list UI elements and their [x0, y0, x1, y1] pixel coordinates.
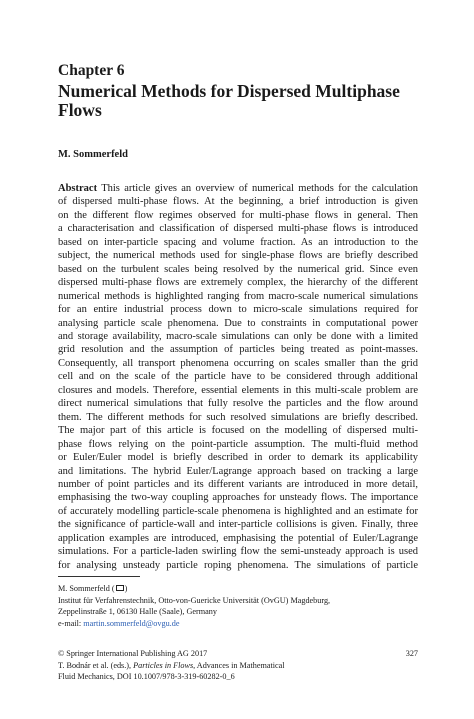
abstract-line [58, 249, 418, 262]
abstract-line-text: cell and on the scale of the particle have to be considered through additional [58, 371, 418, 383]
abstract-line [58, 438, 418, 451]
abstract-line [58, 276, 418, 289]
abstract-line-text: for analysing unsteady particle roping phenomena. The simulations of particle [58, 559, 418, 571]
abstract-line-text: a characterisation and classification of dispersed multi-phase flows is introduced [58, 223, 418, 235]
chapter-title-line1: Numerical Methods for Dispersed Multiphase [58, 81, 400, 101]
footnote-author: M. Sommerfeld [58, 584, 110, 593]
abstract-line-text: on the different flow regimes observed for multi-phase flows in general. Then [58, 209, 418, 221]
abstract-line-text: phase flows relying on the point-particle assumption. The multi-fluid method [58, 438, 418, 450]
abstract-line-text: and storage availability, macro-scale simulations can only be done with a limited [58, 330, 418, 342]
abstract-line-text: and limitations. The hybrid Euler/Lagrange approach based on tracking a large [58, 465, 418, 477]
abstract-line [58, 384, 418, 397]
abstract-line-text: simulations. For a particle-laden swirling flow the semi-unsteady approach is used [58, 546, 418, 558]
email-label: e-mail: [58, 618, 84, 628]
abstract-line [58, 263, 418, 276]
abstract-line-text: Consequently, all transport phenomena occurring on scales smaller than the grid [58, 357, 418, 369]
abstract-line-text: or Euler/Euler model is briefly described in order to demark its applicability [58, 452, 418, 464]
abstract-line [58, 411, 418, 424]
abstract-line [58, 290, 418, 303]
abstract-line [58, 195, 418, 208]
publication-info [58, 648, 418, 683]
abstract-line-text: analysing particle scale phenomena. Due to constraints in computational power [58, 317, 418, 329]
abstract-line [58, 397, 418, 410]
chapter-label: Chapter 6 [58, 62, 125, 79]
footnote-email-row [58, 618, 418, 630]
abstract-line-text: dispersed multi-phase flows are extremely complex, the hierarchy of the different [58, 277, 418, 289]
abstract-line-text: This article gives an overview of numerical methods for the calculation [101, 183, 418, 194]
abstract-line [58, 518, 418, 531]
abstract-line [58, 303, 418, 316]
abstract-line [58, 343, 418, 356]
abstract-line-text: based on the turbulent scales being resolved by the numerical grid. Since even [58, 263, 418, 275]
footnote-divider [58, 576, 140, 577]
footnote-institute: Institut für Verfahrenstechnik, Otto-von-Guericke Universität (OvGU) Magdeburg, [58, 595, 331, 605]
abstract-line-text: emphasising the two-way coupling approaches for unsteady flows. The importance [58, 492, 418, 504]
abstract-line-text: direct numerical simulations that fully resolve the particles and the flow around [58, 398, 418, 410]
page-number: 327 [405, 649, 418, 658]
abstract-line-text: closures and models. Therefore, essential elements in this multi-scale problem are [58, 384, 418, 396]
abstract-line [58, 465, 418, 478]
abstract-line-text: the significance of particle-wall and inter-particle collisions is given. Finally, three [58, 519, 418, 531]
series: , Advances in Mathematical [193, 660, 285, 670]
abstract-keyword: Abstract [58, 183, 98, 194]
abstract-line-text: of dispersed multi-phase flows. At the beginning, a brief introduction is given [58, 196, 418, 208]
email-link[interactable]: martin.sommerfeld@ovgu.de [83, 618, 180, 628]
chapter-title-line2: Flows [58, 100, 102, 120]
abstract-line [58, 330, 418, 343]
chapter-title [58, 82, 438, 120]
editors: T. Bodnár et al. (eds.), [58, 660, 134, 670]
copyright-line: © Springer International Publishing AG 2017 [58, 649, 208, 658]
abstract-line [58, 505, 418, 518]
series-doi-line: Fluid Mechanics, DOI 10.1007/978-3-319-60282-0_6 [58, 672, 235, 682]
abstract-line-text: for an entire industrial process down to micro-scale simulations required for [58, 304, 418, 316]
abstract-line [58, 532, 418, 545]
abstract-line [58, 317, 418, 330]
abstract-line [58, 209, 418, 222]
abstract-line [58, 451, 418, 464]
abstract-line-text: application examples are introduced, emphasising the potential of Euler/Lagrange [58, 532, 418, 544]
abstract-line-text: based on inter-particle spacing and volume fraction. As an introduction to the [58, 236, 418, 248]
author-name: M. Sommerfeld [58, 149, 128, 160]
abstract-line [58, 222, 418, 235]
author-footnote [58, 583, 418, 629]
abstract-line [58, 236, 418, 249]
abstract-line-text: subject, the numerical methods used for single-phase flows are briefly described [58, 250, 418, 262]
abstract-line [58, 545, 418, 558]
abstract-line-text: The major part of this article is focused on the modelling of dispersed multi- [58, 425, 418, 437]
abstract-line-text: grid resolution and the assumption of particles being treated as point-masses. [58, 344, 418, 356]
footnote-address: Zeppelinstraße 1, 06130 Halle (Saale), Germany [58, 607, 217, 617]
footnote-author-row: M. Sommerfeld ( ) [58, 584, 128, 593]
abstract-line-text: numerical methods is highlighted ranging from macro-scale numerical simulations [58, 290, 418, 302]
abstract-line [58, 370, 418, 383]
abstract-line-text: them. The different methods for such resolved simulations are briefly described. [58, 411, 418, 423]
abstract-line [58, 491, 418, 504]
abstract-line [58, 424, 418, 437]
citation-line [58, 660, 418, 672]
abstract [58, 182, 418, 572]
abstract-line [58, 357, 418, 370]
envelope-icon [116, 585, 124, 591]
abstract-line-text: of accurately modelling particle-scale phenomena is highlighted and an estimate for [58, 505, 418, 517]
abstract-line-text: number of point particles and its different variants are introduced in more detail, [58, 478, 418, 490]
abstract-line [58, 559, 418, 572]
abstract-line [58, 182, 418, 195]
abstract-line [58, 478, 418, 491]
book-title: Particles in Flows [133, 660, 194, 670]
